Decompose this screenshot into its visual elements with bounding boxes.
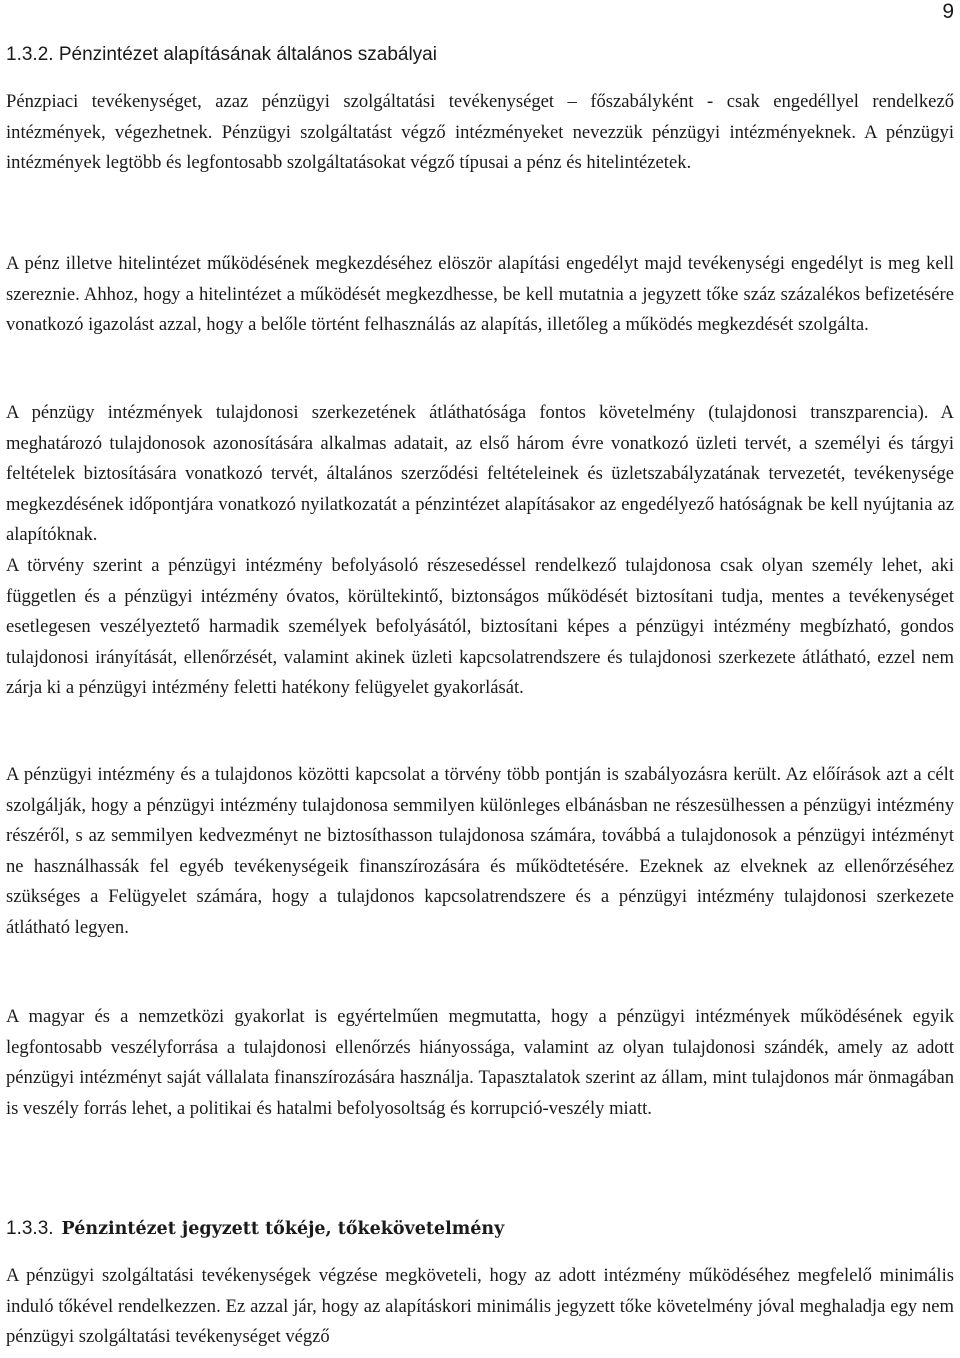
paragraph-operating-license: A pénz illetve hitelintézet működésének megkezdéséhez elöször alapítási engedélyt majd tevékenységi engedélyt is meg kell szereznie. Ahhoz, hogy a hitelintézet a működését megkezdhesse, be kell mutatnia a jegyzett tőke száz százalékos befizetésére vonatkozó igazolást azzal, hogy a belőle történt felhasználás az alapítás, illetőleg a működés megkezdését szolgálta.: [6, 253, 954, 335]
paragraph-capital-requirement: A pénzügyi szolgáltatási tevékenységek végzése megköveteli, hogy az adott intézmény működéséhez megfelelő minimális induló tőkével rendelkezzen. Ez azzal jár, hogy az alapításkori minimális jegyzett tőke követelmény jóval meghaladja egy nem pénzügyi szolgáltatási tevékenységet végző: [6, 1265, 954, 1347]
section-number: 1.3.2.: [6, 44, 54, 65]
paragraph-ownership-transparency: A pénzügy intézmények tulajdonosi szerkezetének átláthatósága fontos követelmény (tulajdonosi transzparencia). A meghatározó tulajdonosok azonosítására alkalmas adatait, az első három évre vonatkozó üzleti tervét, a személyi és tárgyi feltételek biztosítására vonatkozó tervét, általános szerződési feltételeinek és üzletszabályzatának tervezetét, tevékenysége megkezdésének időpontjára vonatkozó nyilatkozatát a pénzintézet alapításakor az engedélyező hatóságnak be kell nyújtania az alapítóknak.: [6, 402, 954, 545]
section-heading-1-3-3: [6, 1217, 504, 1241]
page-number: 9: [942, 0, 954, 23]
paragraph-licensing: Pénzpiaci tevékenységet, azaz pénzügyi szolgáltatási tevékenységet – főszabályként - csak engedéllyel rendelkező intézmények, végezhetnek. Pénzügyi szolgáltatást végző intézményeket nevezzük pénzügyi intézményeknek. A pénzügyi intézmények legtöbb és legfontosabb szolgáltatásokat végző típusai a pénz és hitelintézetek.: [6, 91, 954, 173]
section-title: Pénzintézet alapításának általános szabályai: [58, 44, 437, 65]
section-title: Pénzintézet jegyzett tőkéje, tőkekövetelmény: [61, 1219, 505, 1239]
paragraph-owner-requirements: A törvény szerint a pénzügyi intézmény befolyásoló részesedéssel rendelkező tulajdonosa csak olyan személy lehet, aki független és a pénzügyi intézmény óvatos, körültekintő, biztonságos működését biztosítani tudja, mentes a tevékenységet esetlegesen veszélyeztető harmadik személyek befolyásától, biztosítani képes a pénzügyi intézmény megbízható, gondos tulajdonosi irányítását, ellenőrzését, valamint akinek üzleti kapcsolatrendszere és tulajdonosi szerkezete átlátható, ezzel nem zárja ki a pénzügyi intézmény feletti hatékony felügyelet gyakorlását.: [6, 555, 954, 698]
paragraph-practice: A magyar és a nemzetközi gyakorlat is egyértelműen megmutatta, hogy a pénzügyi intézmények működésének egyik legfontosabb veszélyforrása a tulajdonosi ellenőrzés hiányossága, valamint az olyan tulajdonosi szándék, amely az adott pénzügyi intézményt saját vállalata finanszírozására használja. Tapasztalatok szerint az állam, mint tulajdonos már önmagában is veszély forrás lehet, a politikai és hatalmi befolyosoltság és korrupció-veszély miatt.: [6, 1006, 954, 1119]
paragraph-owner-relationship: A pénzügyi intézmény és a tulajdonos közötti kapcsolat a törvény több pontján is szabályozásra került. Az előírások azt a célt szolgálják, hogy a pénzügyi intézmény tulajdonosa semmilyen különleges elbánásban ne részesülhessen a pénzügyi intézmény részéről, s az semmilyen kedvezményt ne biztosíthasson tulajdonosa számára, továbbá a tulajdonosok a pénzügyi intézményt ne használhassák fel egyéb tevékenységeik finanszírozására és működtetésére. Ezeknek az elveknek az ellenőrzéséhez szükséges a Felügyelet számára, hogy a tulajdonos kapcsolatrendszere és a pénzügyi intézmény tulajdonosi szerkezete átlátható legyen.: [6, 764, 954, 938]
section-heading-1-3-2: [6, 43, 437, 67]
section-number: 1.3.3.: [6, 1218, 54, 1239]
